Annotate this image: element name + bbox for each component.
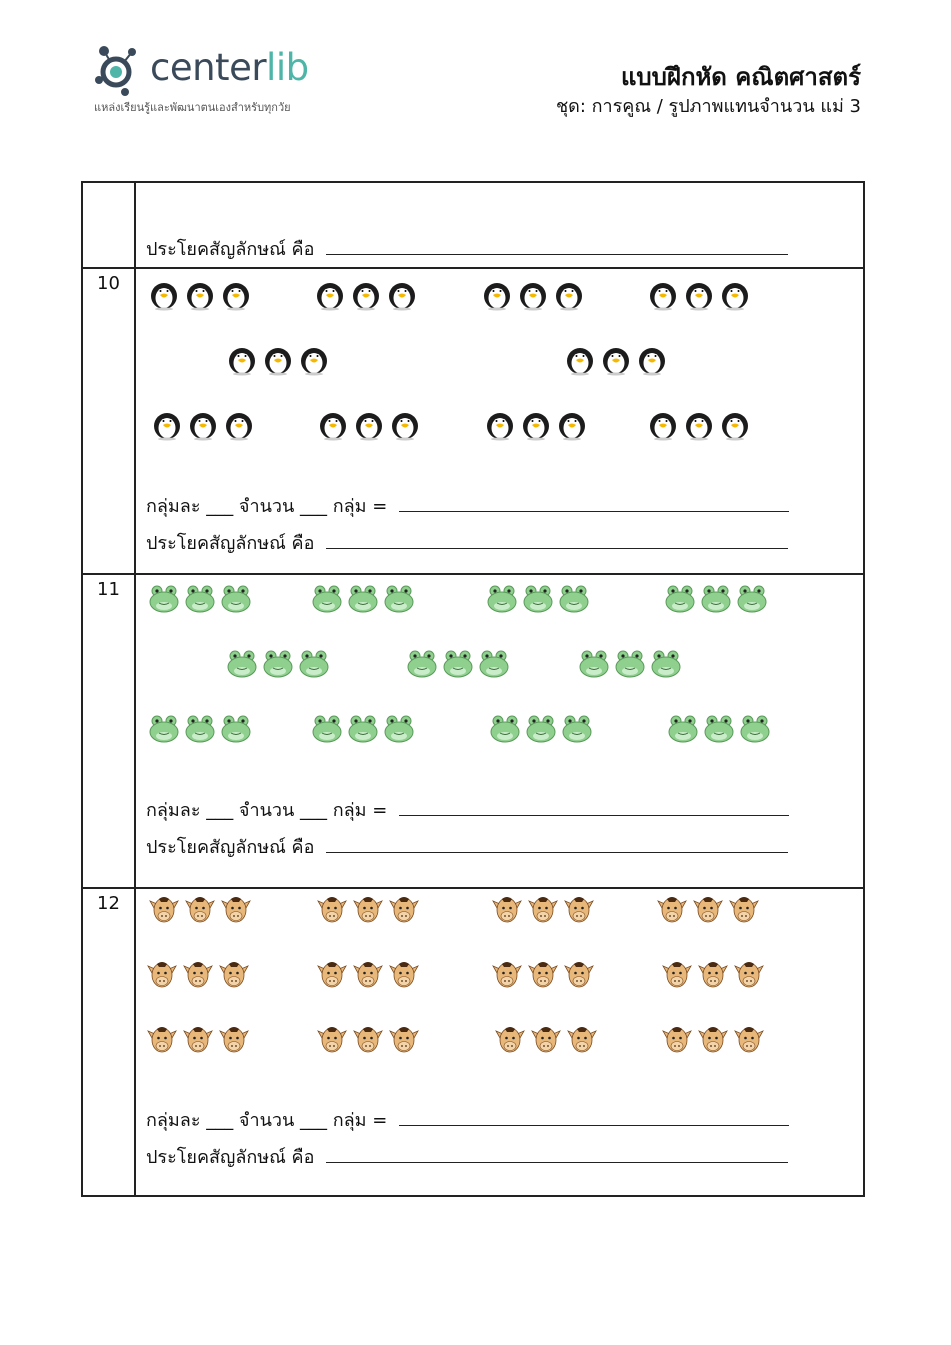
icon-group xyxy=(151,409,255,441)
symbol-sentence-label: ประโยคสัญลักษณ์ คือ xyxy=(146,837,315,858)
penguin-icon xyxy=(317,409,349,441)
cow-icon xyxy=(494,1023,526,1055)
cow-icon xyxy=(697,958,729,990)
icon-group xyxy=(481,279,585,311)
icon-row xyxy=(136,344,863,409)
symbol-sentence-line xyxy=(136,520,863,573)
groups-line xyxy=(136,474,863,520)
penguin-icon xyxy=(719,279,751,311)
cow-icon xyxy=(530,1023,562,1055)
symbol-sentence-label: ประโยคสัญลักษณ์ คือ xyxy=(146,1147,315,1168)
penguin-icon xyxy=(350,279,382,311)
penguin-icon xyxy=(636,344,668,376)
penguin-icon xyxy=(481,279,513,311)
cow-icon xyxy=(733,1023,765,1055)
penguin-icon xyxy=(564,344,596,376)
penguin-icon xyxy=(719,409,751,441)
groups-label: กลุ่มละ ___ จำนวน ___ กลุ่ม = xyxy=(146,800,388,821)
icon-group xyxy=(316,1023,420,1055)
answer-blank[interactable] xyxy=(399,797,789,816)
penguin-icon xyxy=(353,409,385,441)
penguin-icon xyxy=(484,409,516,441)
cow-icon xyxy=(527,958,559,990)
icon-row xyxy=(136,893,863,958)
icon-group xyxy=(667,713,771,745)
frog-icon xyxy=(226,648,258,680)
frog-icon xyxy=(486,583,518,615)
icon-group xyxy=(661,1023,765,1055)
icon-group xyxy=(226,648,330,680)
worksheet-header xyxy=(556,60,861,120)
worksheet-subtitle: ชุด: การคูณ / รูปภาพแทนจำนวน แม่ 3 xyxy=(555,96,861,117)
icon-group xyxy=(486,583,590,615)
icon-group xyxy=(578,648,682,680)
penguin-icon xyxy=(647,409,679,441)
penguin-icon xyxy=(223,409,255,441)
frog-icon xyxy=(739,713,771,745)
logo-brand-b: lib xyxy=(266,46,309,89)
cow-icon xyxy=(733,958,765,990)
cow-icon xyxy=(692,893,724,925)
logo-brand-a: center xyxy=(150,46,267,89)
penguin-icon xyxy=(647,279,679,311)
frog-icon xyxy=(148,713,180,745)
frog-icon xyxy=(614,648,646,680)
cow-icon xyxy=(728,893,760,925)
icon-group xyxy=(148,583,252,615)
penguin-icon xyxy=(553,279,585,311)
penguin-icon xyxy=(148,279,180,311)
frog-icon xyxy=(703,713,735,745)
penguin-icon xyxy=(556,409,588,441)
frog-icon xyxy=(664,583,696,615)
problem-row xyxy=(82,268,864,574)
icon-group xyxy=(664,583,768,615)
icon-group xyxy=(146,1023,250,1055)
penguin-icon xyxy=(220,279,252,311)
problem-body-cell xyxy=(135,182,864,268)
problem-number: 12 xyxy=(82,888,135,1196)
icon-row xyxy=(136,409,863,474)
cow-icon xyxy=(563,958,595,990)
cow-icon xyxy=(182,958,214,990)
frog-icon xyxy=(311,583,343,615)
problem-number-cell xyxy=(82,182,135,268)
icon-group xyxy=(489,713,593,745)
icon-row xyxy=(136,279,863,344)
icon-group xyxy=(494,1023,598,1055)
symbol-sentence-line xyxy=(136,1134,863,1187)
cow-icon xyxy=(661,1023,693,1055)
frog-icon xyxy=(383,713,415,745)
frog-icon xyxy=(298,648,330,680)
cow-icon xyxy=(491,958,523,990)
icon-group xyxy=(564,344,668,376)
frog-icon xyxy=(525,713,557,745)
problem-row xyxy=(82,574,864,888)
icon-group xyxy=(148,279,252,311)
penguin-icon xyxy=(262,344,294,376)
icon-group xyxy=(314,279,418,311)
frog-icon xyxy=(561,713,593,745)
cow-icon xyxy=(218,1023,250,1055)
cow-icon xyxy=(218,958,250,990)
frog-icon xyxy=(558,583,590,615)
cow-icon xyxy=(388,893,420,925)
penguin-icon xyxy=(520,409,552,441)
symbol-sentence-line xyxy=(136,183,863,263)
worksheet-table xyxy=(81,181,865,1197)
penguin-icon xyxy=(298,344,330,376)
answer-blank[interactable] xyxy=(399,493,789,512)
symbol-sentence-line xyxy=(136,824,863,877)
frog-icon xyxy=(442,648,474,680)
groups-label: กลุ่มละ ___ จำนวน ___ กลุ่ม = xyxy=(146,1110,388,1131)
answer-blank[interactable] xyxy=(326,236,788,255)
cow-icon xyxy=(352,893,384,925)
frog-icon xyxy=(489,713,521,745)
logo-wordmark xyxy=(150,44,309,92)
answer-blank[interactable] xyxy=(326,834,788,853)
icon-group xyxy=(148,893,252,925)
icon-group xyxy=(406,648,510,680)
cow-icon xyxy=(527,893,559,925)
groups-line xyxy=(136,1088,863,1134)
cow-icon xyxy=(220,893,252,925)
cow-icon xyxy=(148,893,180,925)
icon-group xyxy=(317,409,421,441)
cow-icon xyxy=(182,1023,214,1055)
problem-body-cell xyxy=(135,268,864,574)
cow-icon xyxy=(146,1023,178,1055)
problem-row xyxy=(82,888,864,1196)
frog-icon xyxy=(220,713,252,745)
cow-icon xyxy=(316,958,348,990)
icon-group xyxy=(647,279,751,311)
icon-row xyxy=(136,958,863,1023)
cow-icon xyxy=(563,893,595,925)
icon-group xyxy=(661,958,765,990)
penguin-icon xyxy=(683,409,715,441)
symbol-sentence-label: ประโยคสัญลักษณ์ คือ xyxy=(146,239,315,260)
icon-row xyxy=(136,583,863,648)
icon-group xyxy=(316,893,420,925)
frog-icon xyxy=(650,648,682,680)
frog-icon xyxy=(522,583,554,615)
frog-icon xyxy=(262,648,294,680)
cow-icon xyxy=(388,958,420,990)
cow-icon xyxy=(316,1023,348,1055)
frog-icon xyxy=(700,583,732,615)
icon-group xyxy=(148,713,252,745)
frog-icon xyxy=(667,713,699,745)
icon-group xyxy=(491,958,595,990)
icon-group xyxy=(484,409,588,441)
penguin-icon xyxy=(600,344,632,376)
problem-number: 11 xyxy=(82,574,135,888)
cow-icon xyxy=(352,958,384,990)
icon-group xyxy=(491,893,595,925)
icon-row xyxy=(136,648,863,713)
answer-blank[interactable] xyxy=(326,530,788,549)
icon-group xyxy=(656,893,760,925)
icon-group xyxy=(311,713,415,745)
cow-icon xyxy=(352,1023,384,1055)
icon-group xyxy=(316,958,420,990)
logo-mark-icon xyxy=(92,42,148,98)
cow-icon xyxy=(656,893,688,925)
icon-group xyxy=(647,409,751,441)
frog-icon xyxy=(736,583,768,615)
cow-icon xyxy=(491,893,523,925)
icon-row xyxy=(136,1023,863,1088)
frog-icon xyxy=(311,713,343,745)
cow-icon xyxy=(316,893,348,925)
frog-icon xyxy=(383,583,415,615)
penguin-icon xyxy=(226,344,258,376)
cow-icon xyxy=(388,1023,420,1055)
cow-icon xyxy=(184,893,216,925)
groups-label: กลุ่มละ ___ จำนวน ___ กลุ่ม = xyxy=(146,496,388,517)
cow-icon xyxy=(697,1023,729,1055)
groups-line xyxy=(136,778,863,824)
answer-blank[interactable] xyxy=(326,1144,788,1163)
cow-icon xyxy=(661,958,693,990)
problem-row-previous xyxy=(82,182,864,268)
penguin-icon xyxy=(151,409,183,441)
penguin-icon xyxy=(314,279,346,311)
penguin-icon xyxy=(386,279,418,311)
frog-icon xyxy=(347,583,379,615)
logo-tagline: แหล่งเรียนรู้และพัฒนาตนเองสำหรับทุกวัย xyxy=(94,101,291,114)
penguin-icon xyxy=(184,279,216,311)
worksheet-title: แบบฝึกหัด คณิตศาสตร์ xyxy=(620,63,861,91)
frog-icon xyxy=(220,583,252,615)
frog-icon xyxy=(406,648,438,680)
frog-icon xyxy=(184,713,216,745)
icon-row xyxy=(136,713,863,778)
symbol-sentence-label: ประโยคสัญลักษณ์ คือ xyxy=(146,533,315,554)
problem-body-cell xyxy=(135,574,864,888)
cow-icon xyxy=(146,958,178,990)
frog-icon xyxy=(148,583,180,615)
penguin-icon xyxy=(683,279,715,311)
icon-group xyxy=(311,583,415,615)
answer-blank[interactable] xyxy=(399,1107,789,1126)
frog-icon xyxy=(578,648,610,680)
cow-icon xyxy=(566,1023,598,1055)
problem-body-cell xyxy=(135,888,864,1196)
icon-group xyxy=(146,958,250,990)
frog-icon xyxy=(478,648,510,680)
problem-number: 10 xyxy=(82,268,135,574)
frog-icon xyxy=(347,713,379,745)
penguin-icon xyxy=(187,409,219,441)
penguin-icon xyxy=(389,409,421,441)
logo xyxy=(92,42,352,122)
penguin-icon xyxy=(517,279,549,311)
frog-icon xyxy=(184,583,216,615)
icon-group xyxy=(226,344,330,376)
